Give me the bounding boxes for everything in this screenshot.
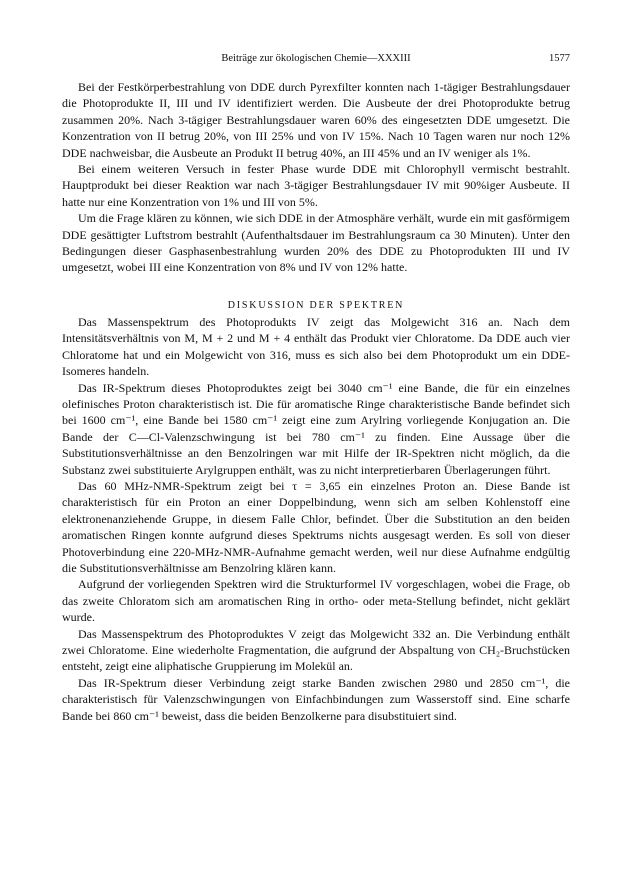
paragraph: Das Massenspektrum des Photoprodukts IV zeigt das Molgewicht 316 an. Nach dem Intensitätsverhältnis von M, M + 2 und M + 4 enthält das Produkt vier Chloratome. Da DDE auch vier Chloratome hat und ein Molgewicht von 316, muss es sich also bei dem Photoprodukt um ein DDE-Isomeres handeln. <box>62 314 570 379</box>
paragraph: Das Massenspektrum des Photoproduktes V zeigt das Molgewicht 332 an. Die Verbindung enthält zwei Chloratome. Eine wiederholte Fragmentation, die aufgrund der Abspaltung von CH₂-Bruchstücken entsteht, zeigt eine aliphatische Gruppierung im Molekül an. <box>62 626 570 674</box>
running-header <box>62 53 570 67</box>
section-heading: DISKUSSION DER SPEKTREN <box>227 299 405 311</box>
paragraph: Bei einem weiteren Versuch in fester Phase wurde DDE mit Chlorophyll vermischt bestrahlt. Hauptprodukt bei dieser Reaktion war nach 3-tägiger Bestrahlungsdauer IV mit 90%iger Ausbeute. II hatte nur eine Konzentration von 1% und III von 5%. <box>62 162 570 209</box>
paragraph: Aufgrund der vorliegenden Spektren wird die Strukturformel IV vorgeschlagen, wobei die Frage, ob das zweite Chloratom sich am aromatischen Ring in ortho- oder meta-Stellung befindet, nicht geklärt wurde. <box>62 577 570 625</box>
paragraph: Das IR-Spektrum dieses Photoproduktes zeigt bei 3040 cm⁻¹ eine Bande, die für ein einzelnes olefinisches Proton charakteristisch ist. Die für aromatische Ringe charakteristische Bande befindet sich bei 1600 cm⁻¹, eine Bande bei 1580 cm⁻¹ zeigt eine zum Arylring vorliegende Konjugation an. Die Bande der C—Cl-Valenzschwingung ist bei 780 cm⁻¹ zu finden. Eine Aussage über die Substitutionsverhältnisse an den Benzolringen war mit Hilfe der IR-Spektren nicht möglich, da die Substanz zwei substituierte Arylgruppen enthält, was zu nicht interpretierbaren Überlagerungen führt. <box>62 380 570 477</box>
paragraph: Das IR-Spektrum dieser Verbindung zeigt starke Banden zwischen 2980 und 2850 cm⁻¹, die charakteristisch für Valenzschwingungen von Einfachbindungen zum Wasserstoff sind. Eine scharfe Bande bei 860 cm⁻¹ beweist, dass die beiden Benzolkerne para disubstituiert sind. <box>62 675 570 723</box>
article-body <box>62 79 570 724</box>
paragraph: Bei der Festkörperbestrahlung von DDE durch Pyrexfilter konnten nach 1-tägiger Bestrahlungsdauer die Photoprodukte II, III und IV identifiziert werden. Die Ausbeute der drei Photoprodukte betrug zusammen 20%. Nach 3-tägiger Bestrahlungsdauer waren 60% des eingesetzten DDE umgesetzt. Die Konzentration von II betrug 20%, von III 25% und von IV 15%. Nach 10 Tagen waren nur noch 12% DDE nachweisbar, die Ausbeute an Produkt II betrug 40%, an III 45% und an IV weniger als 1%. <box>62 80 570 160</box>
paragraph: Das 60 MHz-NMR-Spektrum zeigt bei τ = 3,65 ein einzelnes Proton an. Diese Bande ist charakteristisch für ein Proton an einer Doppelbindung, wenn sich am selben Kohlenstoff eine elektronenanziehende Gruppe, in diesem Falle Chlor, befindet. Über die Substitution an den beiden aromatischen Ringen konnte aufgrund dieses Spektrums nichts ausgesagt werden. Es soll von dieser Photoverbindung eine 220-MHz-NMR-Aufnahme gemacht werden, weil nur diese Aufnahme endgültig die Substitutionsverhältnisse am Benzolring klären kann. <box>62 478 570 575</box>
running-title: Beiträge zur ökologischen Chemie—XXXIII <box>221 53 411 64</box>
page-number: 1577 <box>549 53 570 64</box>
paragraph: Um die Frage klären zu können, wie sich DDE in der Atmosphäre verhält, wurde ein mit gasförmigem DDE gesättigter Luftstrom bestrahlt (Aufenthaltsdauer im Bestrahlungsraum ca 30 Minuten). Unter den Bedingungen dieser Gasphasenbestrahlung wurden 20% des DDE zu Photoprodukten III und IV umgesetzt, wobei III eine Konzentration von 8% und IV von 12% hatte. <box>62 211 570 275</box>
